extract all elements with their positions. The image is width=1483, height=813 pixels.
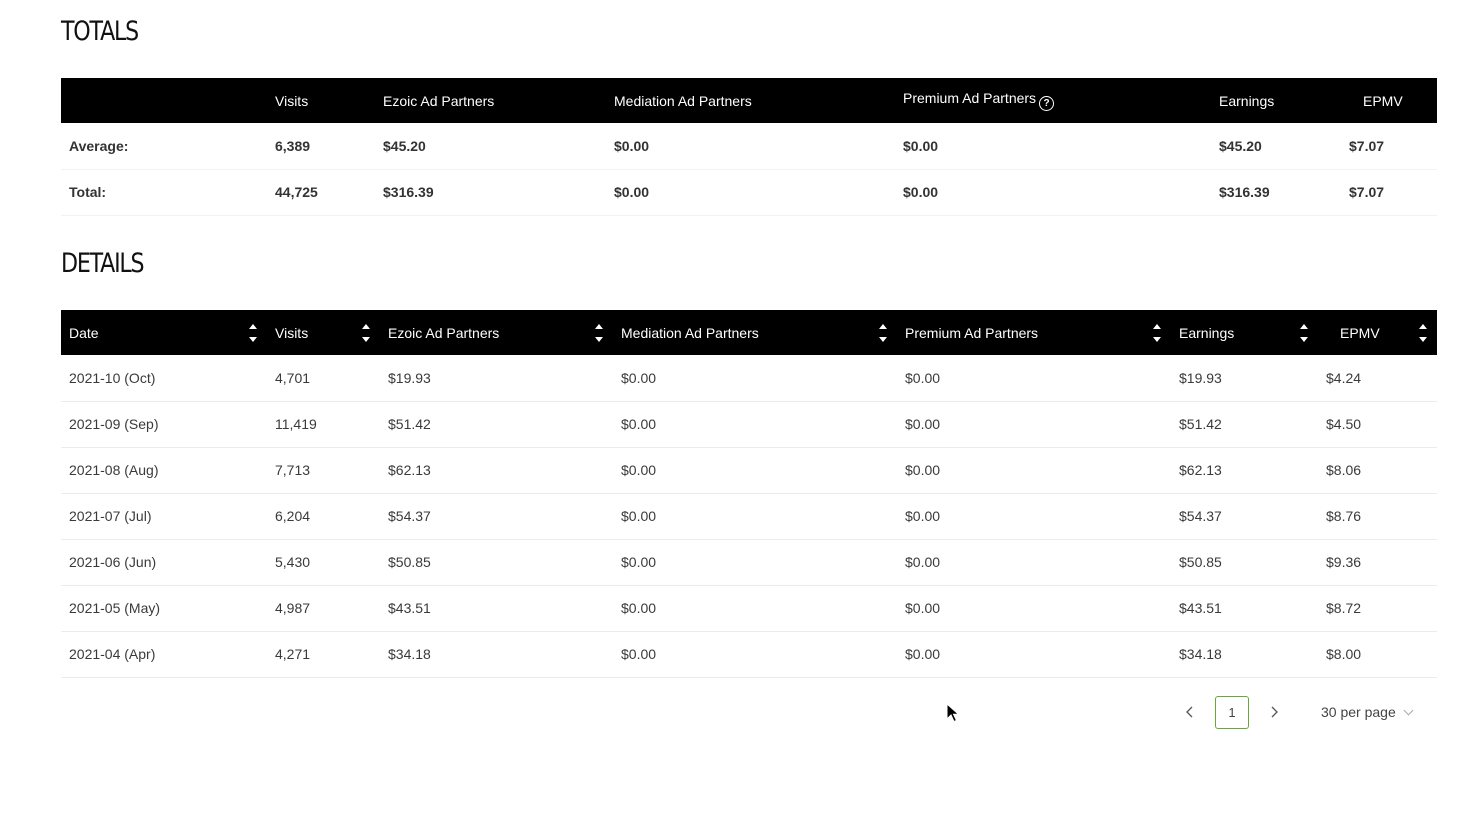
totals-cell: $0.00 (903, 137, 939, 154)
sort-arrows-icon[interactable] (362, 323, 370, 343)
totals-cell: 44,725 (275, 184, 318, 200)
sort-arrows-icon[interactable] (1300, 323, 1308, 343)
sort-arrows-icon[interactable] (249, 323, 257, 343)
table-cell: 2021-05 (May) (69, 600, 161, 616)
totals-cell: Total: (69, 184, 107, 200)
totals-header-label (61, 78, 267, 123)
previous-page-button[interactable] (1173, 696, 1207, 728)
next-page-button[interactable] (1257, 696, 1291, 728)
sort-arrows-icon[interactable] (595, 323, 603, 343)
totals-header-earnings: Earnings (1219, 92, 1275, 109)
table-cell: $8.72 (1326, 600, 1362, 616)
column-header-visits[interactable] (267, 310, 380, 355)
chevron-right-icon (1270, 706, 1278, 718)
table-cell: $4.24 (1326, 369, 1362, 386)
table-cell: $0.00 (905, 600, 941, 616)
table-cell: 2021-07 (Jul) (69, 508, 152, 524)
table-cell: $19.93 (388, 369, 431, 386)
table-cell: $0.00 (905, 554, 941, 570)
sort-arrows-icon[interactable] (879, 323, 887, 343)
totals-title: TOTALS (61, 16, 138, 47)
table-cell: $0.00 (905, 369, 941, 386)
table-cell: $50.85 (1179, 554, 1222, 570)
column-header-epmv[interactable] (1318, 310, 1437, 355)
column-header-label: Ezoic Ad Partners (388, 324, 500, 341)
chevron-down-icon (1403, 705, 1413, 715)
table-row (61, 355, 1437, 401)
totals-table (61, 78, 1437, 216)
table-cell: $0.00 (621, 600, 657, 616)
table-cell: $0.00 (621, 646, 657, 662)
table-row (61, 631, 1437, 677)
table-cell: $43.51 (1179, 600, 1222, 616)
column-header-ezoic[interactable] (380, 310, 613, 355)
table-cell: $0.00 (621, 508, 657, 524)
table-cell: $62.13 (1179, 462, 1222, 478)
column-header-label: Date (69, 324, 99, 341)
column-header-mediation[interactable] (613, 310, 897, 355)
totals-header-premium (895, 78, 1211, 123)
table-cell: $54.37 (1179, 508, 1222, 524)
totals-cell: 6,389 (275, 137, 311, 154)
table-cell: 4,987 (275, 600, 311, 616)
table-cell: 2021-10 (Oct) (69, 369, 156, 386)
table-cell: $8.76 (1326, 508, 1362, 524)
pagination (1173, 695, 1422, 729)
table-cell: $0.00 (621, 554, 657, 570)
details-table (61, 310, 1437, 678)
table-cell: $0.00 (621, 462, 657, 478)
totals-row-average (61, 123, 1437, 169)
totals-cell: $0.00 (614, 137, 650, 154)
table-cell: $51.42 (388, 416, 431, 432)
totals-cell: $0.00 (903, 184, 939, 200)
table-cell: $54.37 (388, 508, 431, 524)
table-cell: 2021-08 (Aug) (69, 462, 159, 478)
column-header-label: Premium Ad Partners (905, 324, 1039, 341)
table-cell: 11,419 (275, 416, 317, 432)
table-row (61, 401, 1437, 447)
table-cell: 2021-04 (Apr) (69, 646, 156, 662)
details-title: DETAILS (61, 248, 144, 279)
table-cell: $8.06 (1326, 462, 1362, 478)
table-cell: $0.00 (905, 416, 941, 432)
totals-cell: $7.07 (1349, 184, 1385, 200)
table-cell: $0.00 (905, 508, 941, 524)
totals-cell: $316.39 (1219, 184, 1270, 200)
table-row (61, 585, 1437, 631)
page-number-button[interactable]: 1 (1215, 696, 1249, 729)
table-cell: 6,204 (275, 508, 311, 524)
table-cell: 2021-09 (Sep) (69, 416, 159, 432)
chevron-left-icon (1186, 706, 1194, 718)
column-header-label: Visits (275, 324, 309, 341)
totals-row-total (61, 169, 1437, 215)
table-cell: $0.00 (621, 369, 657, 386)
totals-cell: $45.20 (383, 137, 426, 154)
column-header-label: EPMV (1340, 324, 1380, 341)
question-circle-icon[interactable]: ? (1039, 96, 1054, 111)
totals-header-epmv: EPMV (1363, 92, 1403, 109)
table-cell: $34.18 (1179, 646, 1222, 662)
totals-header-row (61, 78, 1437, 123)
column-header-date[interactable] (61, 310, 267, 355)
table-cell: $0.00 (621, 416, 657, 432)
mouse-pointer-icon (946, 703, 960, 723)
table-cell: 4,701 (275, 369, 311, 386)
totals-cell: $45.20 (1219, 137, 1262, 154)
table-row (61, 539, 1437, 585)
table-cell: $4.50 (1326, 416, 1362, 432)
table-cell: 4,271 (275, 646, 311, 662)
table-cell: $43.51 (388, 600, 431, 616)
column-header-label: Earnings (1179, 324, 1235, 341)
table-cell: $51.42 (1179, 416, 1222, 432)
totals-header-premium-label: Premium Ad Partners (903, 90, 1037, 106)
column-header-premium[interactable] (897, 310, 1171, 355)
column-header-label: Mediation Ad Partners (621, 324, 759, 341)
table-cell: $0.00 (905, 462, 941, 478)
table-cell: $8.00 (1326, 646, 1362, 662)
column-header-earnings[interactable] (1171, 310, 1318, 355)
per-page-select[interactable] (1311, 696, 1422, 728)
totals-header-ezoic: Ezoic Ad Partners (383, 92, 495, 109)
table-cell: $34.18 (388, 646, 431, 662)
table-row (61, 493, 1437, 539)
table-cell: $9.36 (1326, 554, 1362, 570)
table-cell: $62.13 (388, 462, 431, 478)
table-cell: 2021-06 (Jun) (69, 554, 157, 570)
table-row (61, 447, 1437, 493)
table-cell: $50.85 (388, 554, 431, 570)
per-page-value: 30 per page (1321, 704, 1396, 720)
table-cell: 5,430 (275, 554, 311, 570)
totals-cell: Average: (69, 137, 129, 154)
sort-arrows-icon[interactable] (1153, 323, 1161, 343)
totals-cell: $7.07 (1349, 137, 1385, 154)
totals-cell: $316.39 (383, 184, 434, 200)
totals-cell: $0.00 (614, 184, 650, 200)
table-cell: 7,713 (275, 462, 311, 478)
totals-header-mediation: Mediation Ad Partners (614, 92, 752, 109)
sort-arrows-icon[interactable] (1419, 323, 1427, 343)
table-cell: $0.00 (905, 646, 941, 662)
totals-header-visits: Visits (275, 92, 309, 109)
table-cell: $19.93 (1179, 369, 1222, 386)
details-header-row (61, 310, 1437, 355)
